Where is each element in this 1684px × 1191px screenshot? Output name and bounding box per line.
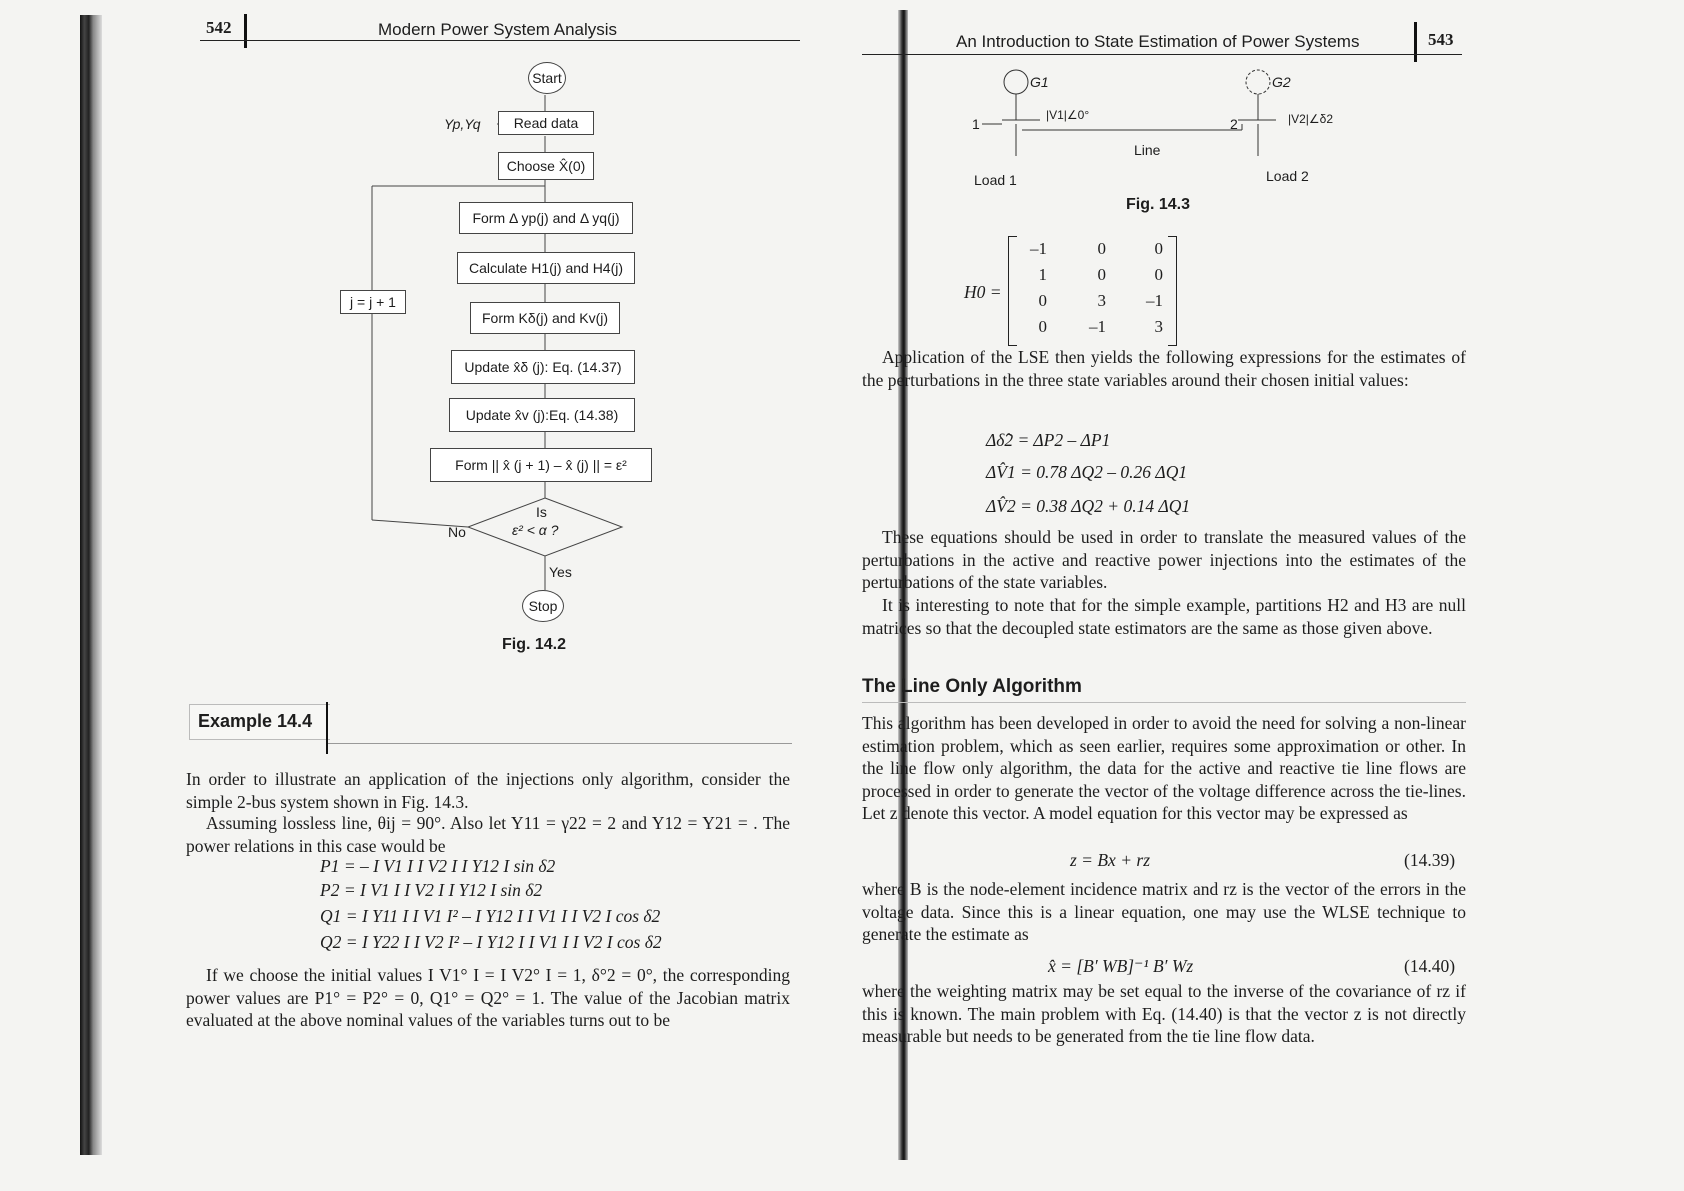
start-node: Start bbox=[528, 62, 566, 94]
line-label: Line bbox=[1134, 142, 1161, 158]
jacobian-matrix: –1 0 0 1 0 0 0 3 –1 0 –1 3 bbox=[1030, 239, 1163, 336]
read-data-box: Read data bbox=[498, 111, 594, 135]
book-spine-left bbox=[80, 15, 102, 1155]
update-delta-box: Update x̂δ (j): Eq. (14.37) bbox=[451, 350, 635, 384]
translation-paragraph: These equations should be used in order to translate the measured values of the perturbations in the active and reactive power injections into the estimates of the perturbations of the state variables. bbox=[862, 527, 1466, 592]
figure-caption-14-3: Fig. 14.3 bbox=[1126, 196, 1191, 213]
loop-increment-box: j = j + 1 bbox=[340, 290, 406, 314]
equation-14-39: z = Bx + rz bbox=[1070, 850, 1151, 870]
load-2-label: Load 2 bbox=[1266, 168, 1309, 184]
example-rule bbox=[328, 743, 792, 744]
incidence-paragraph: where B is the node-element incidence matrix and rz is the vector of the errors in the voltage data. Since this is a linear equation, one may use the WLSE technique to generate the estimate as bbox=[862, 879, 1466, 944]
form-k-box: Form Kδ(j) and Kv(j) bbox=[470, 302, 620, 334]
line-only-paragraph: This algorithm has been developed in order to avoid the need for solving a non-linear estimation problem, which as seen earlier, requires some approximation or other. In the line flow only algorithm, the data for the active and reactive tie line flows are processed in order to generate the vector of the voltage difference across the tie-lines. Let z denote this vector. A model equation for this vector may be expressed as bbox=[862, 713, 1466, 823]
stop-node: Stop bbox=[522, 590, 564, 622]
update-v-box: Update x̂v (j):Eq. (14.38) bbox=[449, 398, 635, 432]
decision-yes-label: Yes bbox=[549, 564, 572, 580]
page-number-right: 543 bbox=[1428, 30, 1454, 49]
bus-2-label: 2 bbox=[1230, 116, 1238, 132]
equation-number-14-39: (14.39) bbox=[1404, 850, 1456, 870]
generator-g1-label: G1 bbox=[1030, 74, 1049, 90]
section-rule bbox=[862, 702, 1466, 703]
choose-initial-box: Choose X̂(0) bbox=[498, 152, 594, 180]
lse-paragraph: Application of the LSE then yields the following expressions for the estimates of the perturbations in the three state variables around their chosen initial values: bbox=[862, 347, 1466, 390]
form-norm-box: Form || x̂ (j + 1) – x̂ (j) || = ε² bbox=[430, 448, 652, 482]
estimate-delta: Δδ̂2 = ΔP2 – ΔP1 bbox=[986, 430, 1111, 450]
matrix-left-bracket bbox=[1008, 236, 1017, 346]
equation-number-14-40: (14.40) bbox=[1404, 956, 1456, 976]
equation-q1: Q1 = I Y11 I I V1 I² – I Y12 I I V1 I I V2 I cos δ2 bbox=[320, 906, 661, 926]
example-paragraph-1: In order to illustrate an application of the injections only algorithm, consider the simple 2-bus system shown in Fig. 14.3. bbox=[186, 769, 790, 812]
weighting-paragraph: where the weighting matrix may be set equal to the inverse of the covariance of rz if this is known. The main problem with Eq. (14.40) is that the vector z is not directly measurable but needs to be generated from the tie line flow data. bbox=[862, 981, 1466, 1046]
left-page bbox=[102, 0, 902, 1191]
decision-condition: ε² < α ? bbox=[512, 522, 559, 538]
section-title-line-only: The Line Only Algorithm bbox=[862, 676, 1082, 697]
running-head-left: Modern Power System Analysis bbox=[378, 20, 618, 39]
voltage-v2-label: |V2|∠δ2 bbox=[1288, 112, 1334, 126]
right-page bbox=[862, 0, 1684, 1191]
equation-14-40: x̂ = [B′ WB]⁻¹ B′ Wz bbox=[1048, 956, 1194, 976]
example-paragraph-2: Assuming lossless line, θij = 90°. Also let Y11 = γ22 = 2 and Y12 = Y21 = . The power relations in this case would be bbox=[186, 813, 790, 856]
figure-caption-14-2: Fig. 14.2 bbox=[502, 636, 567, 653]
generator-g2-label: G2 bbox=[1272, 74, 1291, 90]
header-bar-right bbox=[1414, 22, 1417, 62]
running-head-right: An Introduction to State Estimation of Power Systems bbox=[956, 32, 1360, 51]
page-number-left: 542 bbox=[206, 18, 232, 37]
calculate-box: Calculate H1(j) and H4(j) bbox=[457, 252, 635, 284]
example-title: Example 14.4 bbox=[198, 711, 313, 731]
equation-p1: P1 = – I V1 I I V2 I I Y12 I sin δ2 bbox=[320, 856, 556, 876]
partitions-paragraph: It is interesting to note that for the simple example, partitions H2 and H3 are null matrices so that the decoupled state estimators are the same as those given above. bbox=[862, 595, 1466, 638]
bus-1-label: 1 bbox=[972, 116, 980, 132]
estimate-v1: ΔV̂1 = 0.78 ΔQ2 – 0.26 ΔQ1 bbox=[986, 462, 1188, 482]
voltage-v1-label: |V1|∠0° bbox=[1046, 108, 1090, 122]
example-heading-bar bbox=[326, 702, 328, 754]
equation-p2: P2 = I V1 I I V2 I I Y12 I sin δ2 bbox=[320, 880, 543, 900]
form-delta-box: Form Δ yp(j) and Δ yq(j) bbox=[459, 202, 633, 234]
input-label: Yp,Yq bbox=[444, 116, 481, 132]
matrix-label: H0 = bbox=[964, 282, 1002, 302]
load-1-label: Load 1 bbox=[974, 172, 1017, 188]
equation-q2: Q2 = I Y22 I I V2 I² – I Y12 I I V1 I I V2 I cos δ2 bbox=[320, 932, 662, 952]
decision-no-label: No bbox=[448, 524, 466, 540]
two-bus-diagram bbox=[910, 0, 1410, 160]
estimate-v2: ΔV̂2 = 0.38 ΔQ2 + 0.14 ΔQ1 bbox=[986, 496, 1191, 516]
decision-is-label: Is bbox=[536, 504, 547, 520]
example-paragraph-3: If we choose the initial values I V1° I = I V2° I = 1, δ°2 = 0°, the corresponding power values are P1° = P2° = 0, Q1° = Q2° = 1. The value of the Jacobian matrix evaluated at the above nominal values of the variables turns out to be bbox=[186, 965, 790, 1030]
